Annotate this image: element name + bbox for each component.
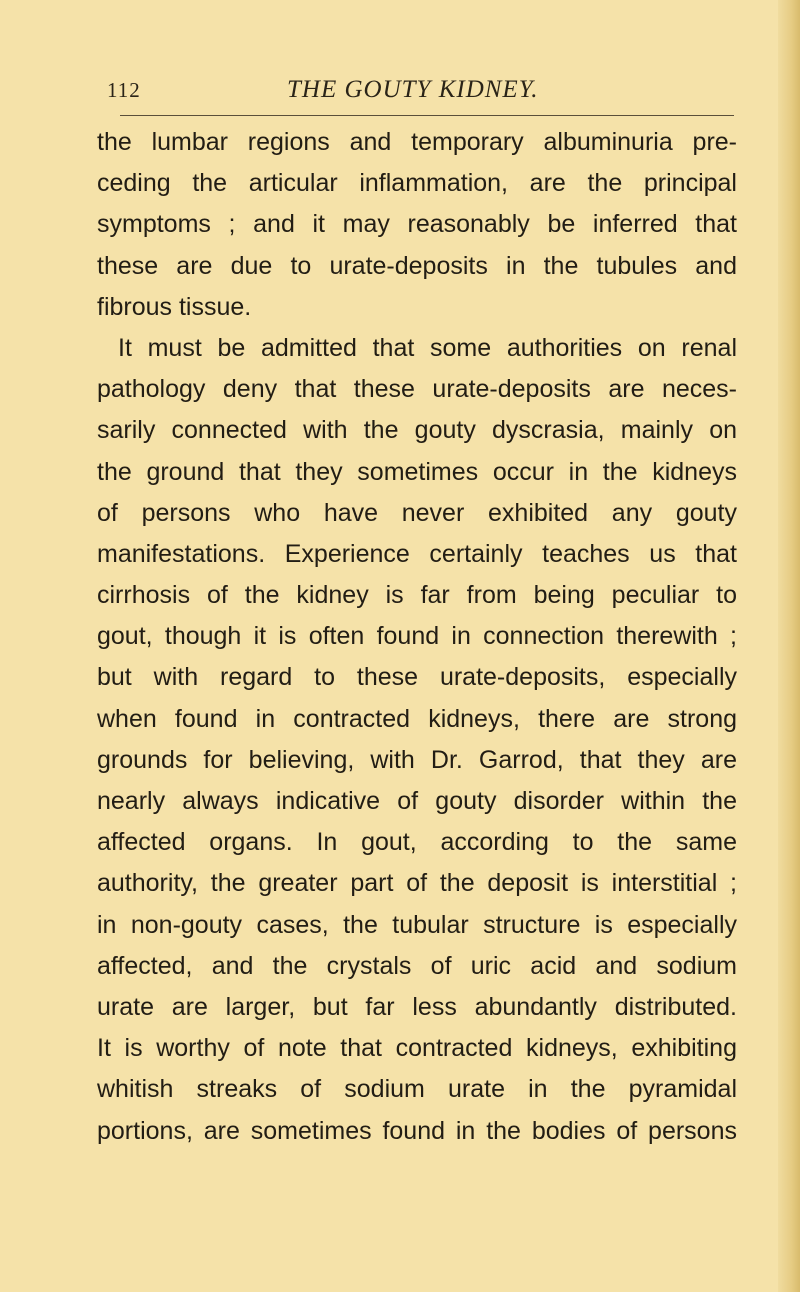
- text-line-content: It is worthy of note that contracted kidneys, exhibiting: [97, 1034, 737, 1063]
- text-line: [97, 204, 737, 245]
- text-line-content: fibrous tissue.: [97, 292, 252, 321]
- text-line: [97, 410, 737, 451]
- page-number: 112: [107, 78, 141, 102]
- text-line: [97, 863, 737, 904]
- text-line-content: ceding the articular inflammation, are the principal: [97, 169, 737, 198]
- text-line-content: urate are larger, but far less abundantly distributed.: [97, 992, 737, 1021]
- text-line: [97, 163, 737, 204]
- text-line: [97, 822, 737, 863]
- text-line: [97, 452, 737, 493]
- text-line-content: pathology deny that these urate-deposits are neces-: [97, 375, 737, 404]
- text-line-content: grounds for believing, with Dr. Garrod, that they are: [97, 745, 737, 774]
- text-line: [97, 740, 737, 781]
- text-line: [97, 534, 737, 575]
- text-line: [97, 122, 737, 163]
- text-line-content: cirrhosis of the kidney is far from being peculiar to: [97, 581, 737, 610]
- text-line: [97, 1069, 737, 1110]
- running-title: THE GOUTY KIDNEY.: [287, 76, 539, 103]
- text-line-content: affected organs. In gout, according to the same: [97, 828, 737, 857]
- text-line-content: gout, though it is often found in connection therewith ;: [97, 622, 737, 651]
- text-line-content: when found in contracted kidneys, there are strong: [97, 704, 737, 733]
- text-line-content: the lumbar regions and temporary albuminuria pre-: [97, 128, 737, 156]
- text-line: [97, 905, 737, 946]
- text-line-content: but with regard to these urate-deposits, especially: [97, 663, 737, 692]
- text-line: [97, 493, 737, 534]
- text-line: [97, 369, 737, 410]
- text-line: [97, 1028, 737, 1069]
- text-line: [97, 699, 737, 740]
- text-line-content: affected, and the crystals of uric acid and sodium: [97, 951, 737, 980]
- text-line: [97, 328, 737, 369]
- running-header: [97, 76, 737, 112]
- text-line: [97, 1111, 737, 1152]
- header-rule: [120, 115, 734, 116]
- text-line-content: in non-gouty cases, the tubular structure is especially: [97, 910, 737, 939]
- text-line-content: whitish streaks of sodium urate in the pyramidal: [97, 1075, 737, 1104]
- text-line: [97, 946, 737, 987]
- text-line-content: these are due to urate-deposits in the tubules and: [97, 251, 737, 280]
- text-line-content: the ground that they sometimes occur in the kidneys: [97, 457, 737, 486]
- text-line-content: sarily connected with the gouty dyscrasia, mainly on: [97, 416, 737, 445]
- body-text: [97, 122, 737, 1152]
- text-line-content: nearly always indicative of gouty disorder within the: [97, 787, 737, 815]
- text-line: [97, 616, 737, 657]
- text-line: [97, 575, 737, 616]
- text-line: [97, 657, 737, 698]
- text-line: [97, 987, 737, 1028]
- page-edge-shadow: [778, 0, 800, 1292]
- text-line: [97, 781, 737, 822]
- text-line-content: symptoms ; and it may reasonably be inferred that: [97, 210, 737, 239]
- text-line-content: manifestations. Experience certainly teaches us that: [97, 539, 737, 568]
- text-line: [97, 246, 737, 287]
- text-line-content: It must be admitted that some authorities on renal: [118, 333, 737, 362]
- text-line-content: authority, the greater part of the deposit is interstitial ;: [97, 869, 737, 898]
- text-line-content: of persons who have never exhibited any gouty: [97, 498, 737, 527]
- text-line: [97, 287, 737, 328]
- text-line-content: portions, are sometimes found in the bodies of persons: [97, 1116, 737, 1145]
